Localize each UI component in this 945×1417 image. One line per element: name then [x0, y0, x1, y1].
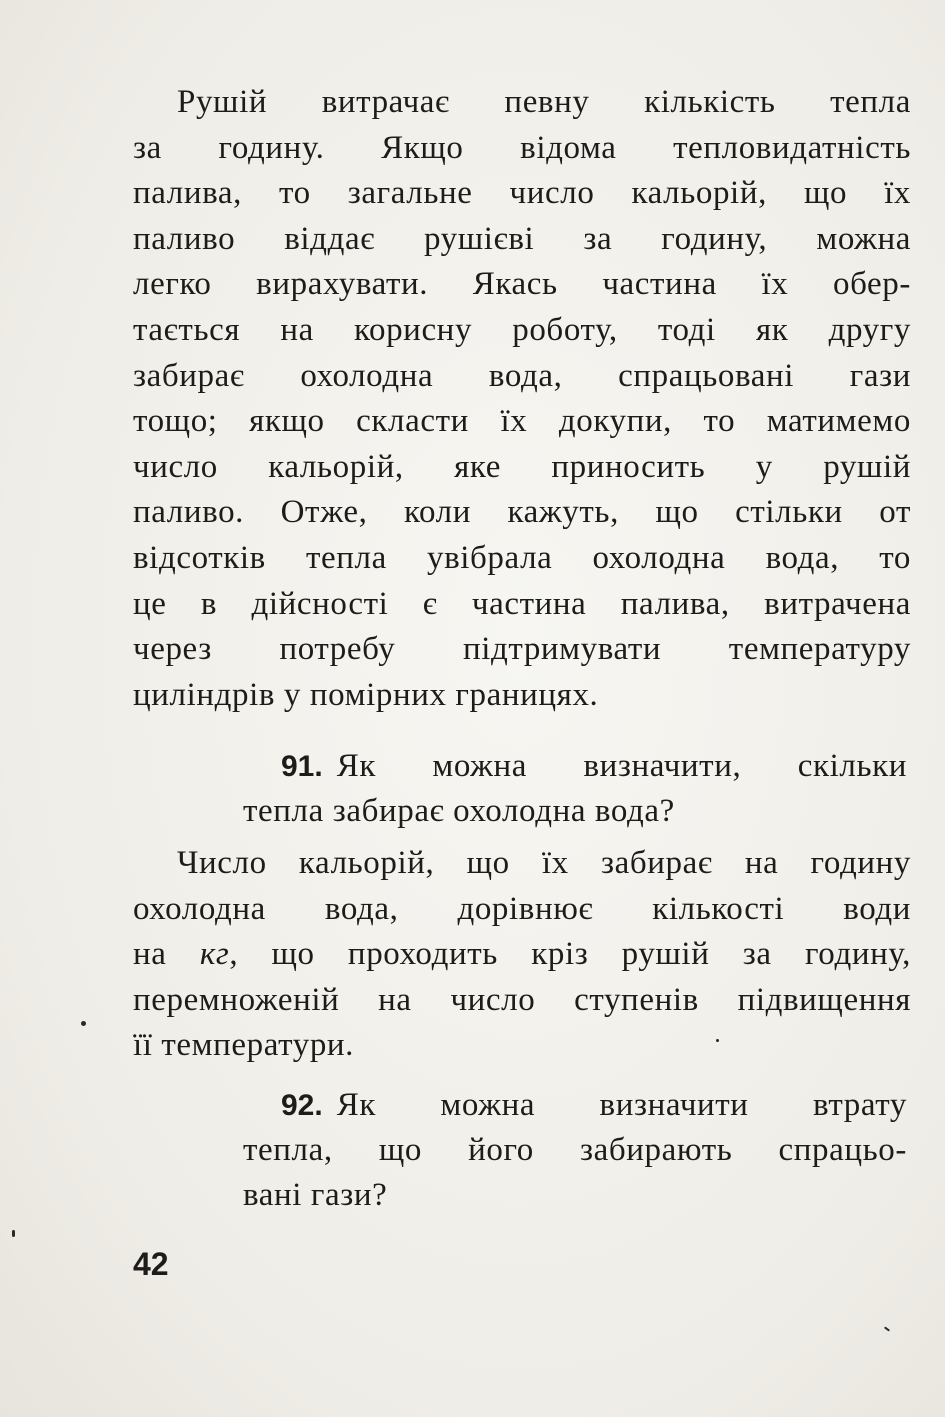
question-91: [243, 744, 907, 834]
question-line: тепла забирає охолодна вода?: [243, 793, 675, 829]
unit-kg: кг: [199, 936, 230, 973]
text-line: число кальорій, яке приносить у рушій: [133, 448, 911, 485]
question-number: 92.: [281, 1089, 323, 1122]
question-text: Як можна визначити, скільки: [336, 748, 907, 784]
text-line: легко вирахувати. Якась частина їх обер-: [133, 266, 911, 303]
text-line: циліндрів у помірних границях.: [133, 676, 599, 713]
text-line: за годину. Якщо відома тепловидатність: [133, 129, 911, 166]
text-fragment: , що проходить кріз рушій за годину,: [229, 936, 911, 973]
text-line: Число кальорій, що їх забирає на годину: [177, 845, 911, 881]
print-speck: [716, 1039, 719, 1042]
question-line: [243, 744, 907, 789]
text-line: відсотків тепла увібрала охолодна вода, то: [133, 539, 911, 576]
text-line: тається на корисну роботу, тоді як другу: [133, 311, 911, 348]
question-line: вані гази?: [243, 1177, 388, 1213]
text-line: [133, 932, 911, 978]
text-line: через потребу підтримувати температуру: [133, 631, 911, 668]
print-speck: [884, 1326, 890, 1331]
question-line: [243, 1083, 907, 1128]
text-fragment: на: [133, 936, 200, 973]
print-speck: [81, 1021, 86, 1026]
text-line: охолодна вода, дорівнює кількості води: [133, 890, 911, 927]
page-number: 42: [133, 1246, 169, 1282]
text-line: це в дійсності є частина палива, витрачена: [133, 585, 911, 622]
paragraph-heat-balance: [133, 80, 911, 718]
question-92: [243, 1083, 907, 1218]
question-number: 91.: [281, 750, 323, 783]
question-text: Як можна визначити втрату: [336, 1087, 907, 1123]
question-line: тепла, що його забирають спрацьо-: [243, 1132, 907, 1168]
text-line: перемноженій на число ступенів підвищення: [133, 981, 911, 1018]
print-speck: [12, 1230, 15, 1237]
text-line: Рушій витрачає певну кількість тепла: [177, 84, 911, 120]
text-line: паливо. Отже, коли кажуть, що стільки от: [133, 494, 911, 531]
paragraph-cooling-water: [133, 841, 911, 1069]
text-line: паливо віддає рушієві за годину, можна: [133, 220, 911, 257]
text-line: забирає охолодна вода, спрацьовані гази: [133, 357, 911, 394]
text-line: тощо; якщо скласти їх докупи, то матимемо: [133, 403, 911, 440]
text-line: її температури.: [133, 1027, 355, 1064]
text-line: палива, то загальне число кальорій, що їх: [133, 175, 911, 212]
